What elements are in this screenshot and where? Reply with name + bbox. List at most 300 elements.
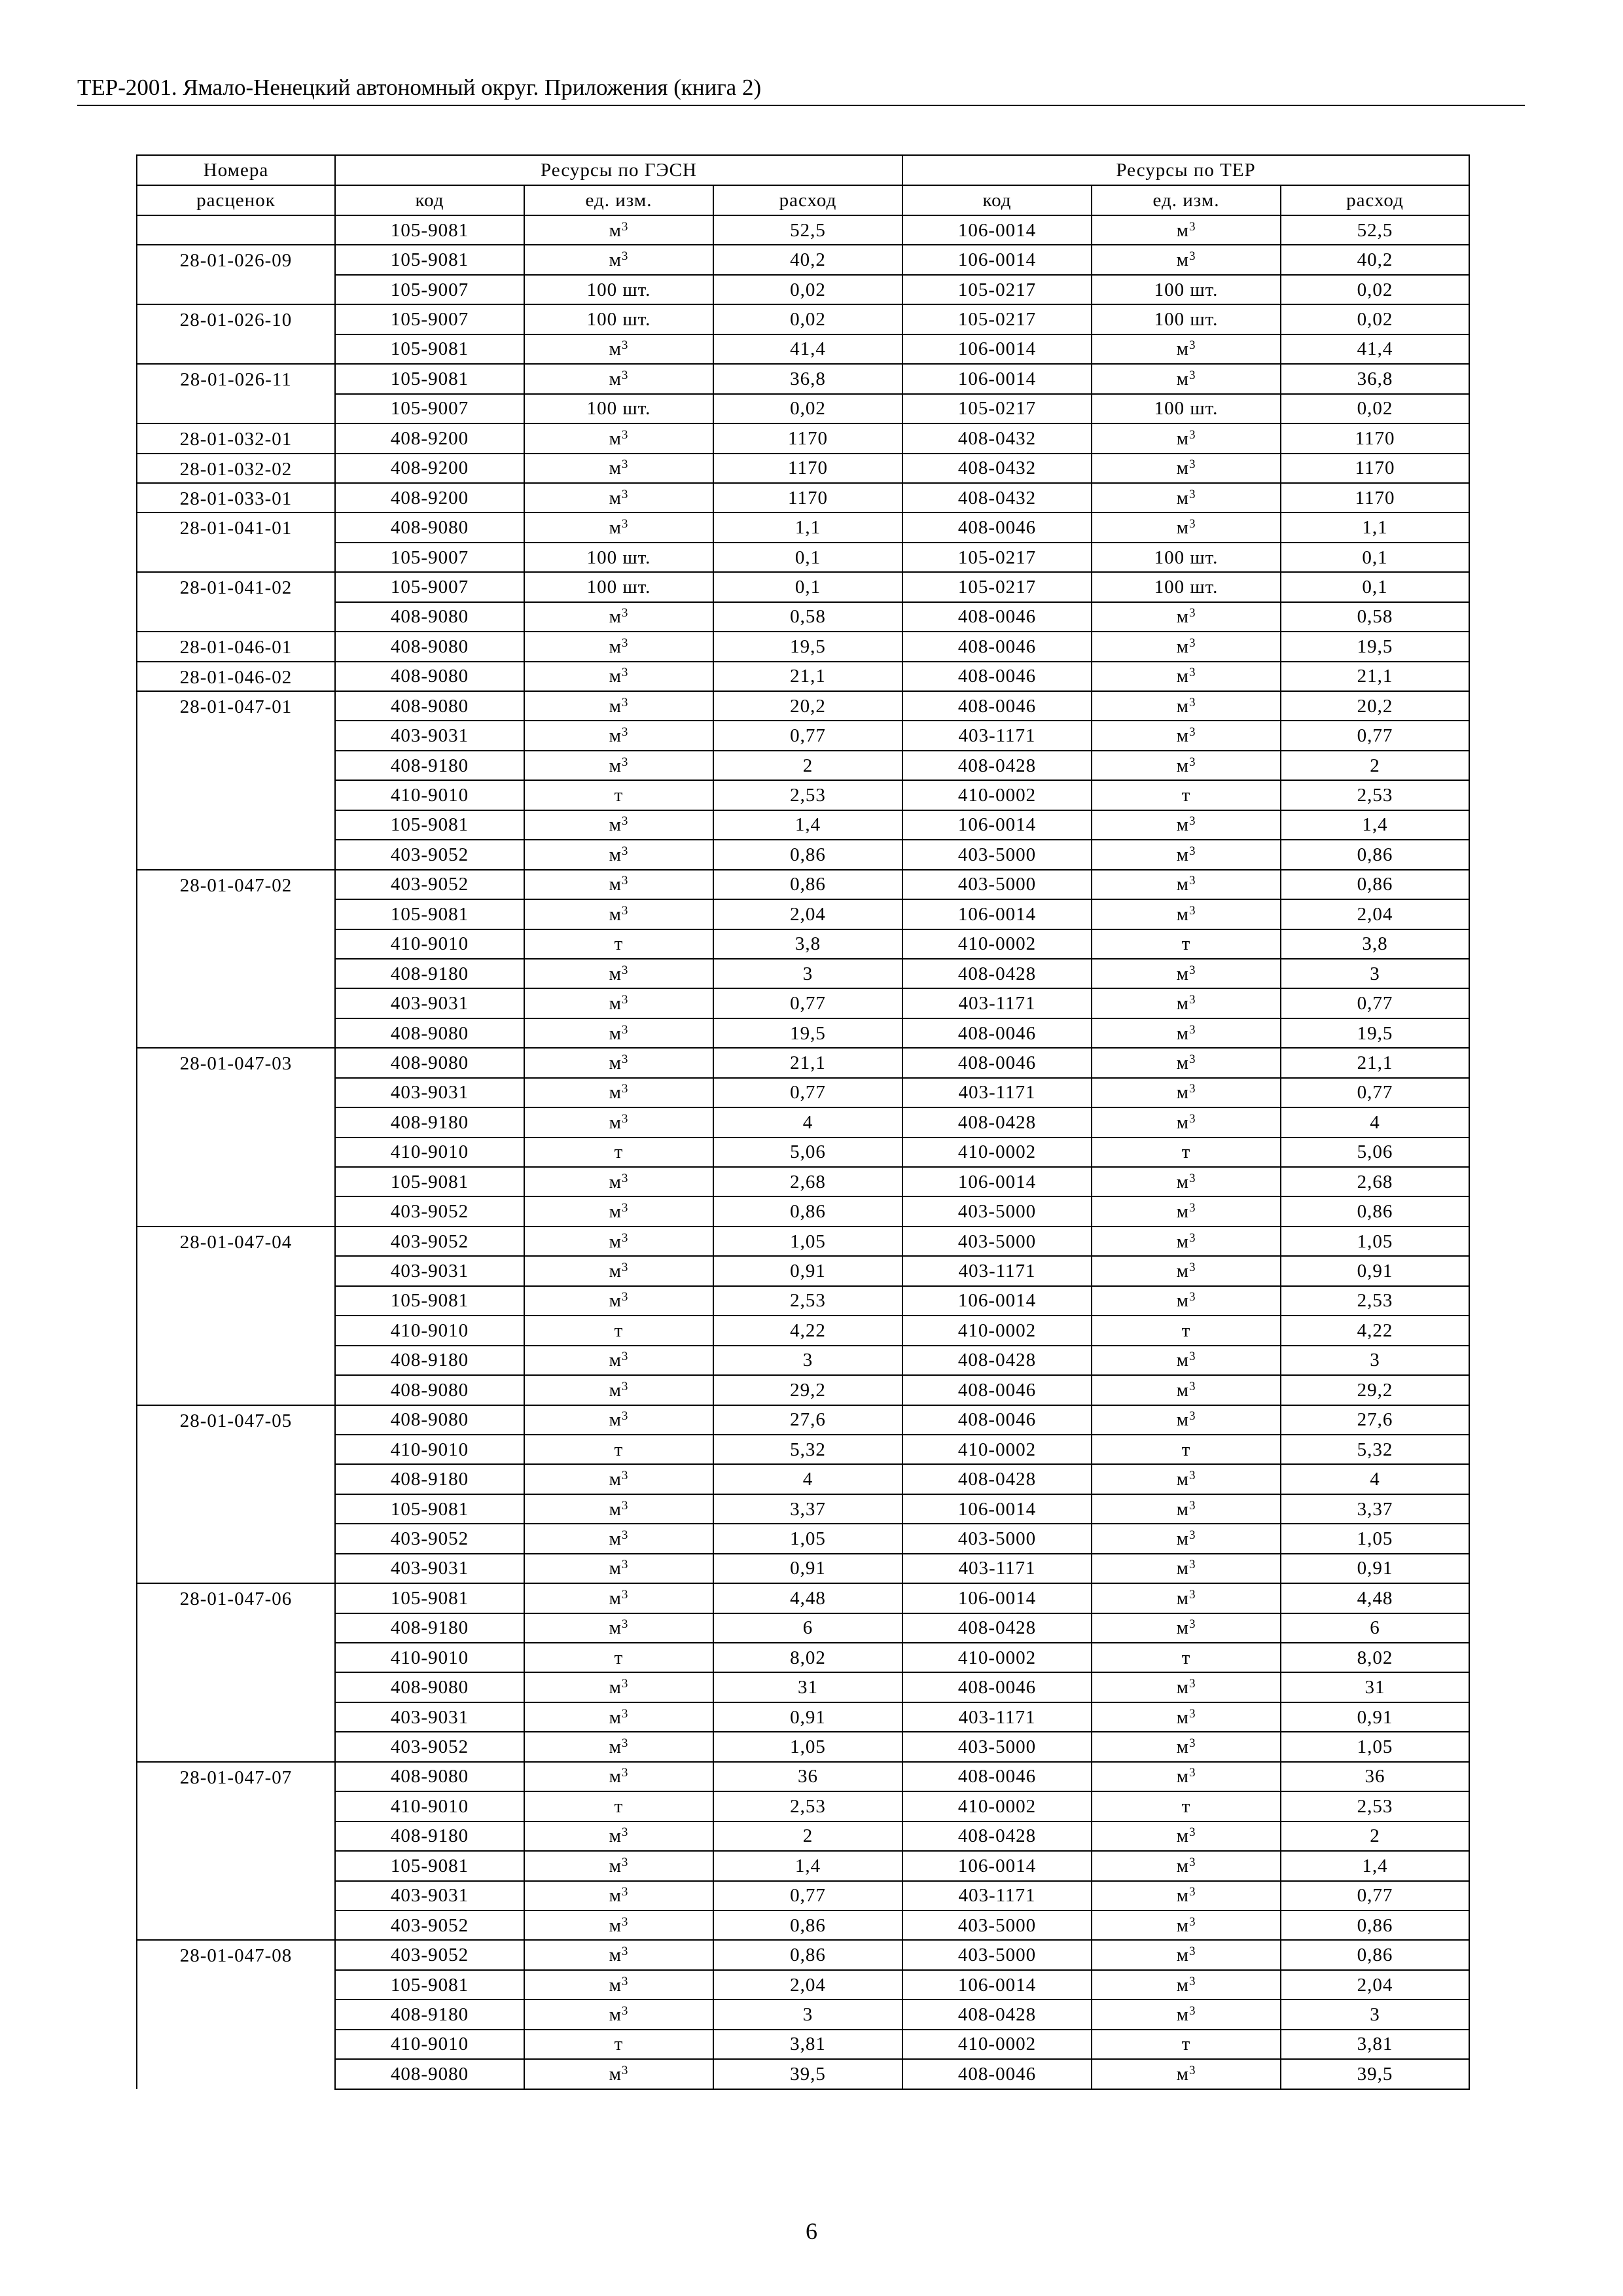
gesn-consumption-cell: 39,5 (713, 2059, 902, 2089)
gesn-consumption-cell: 0,91 (713, 1256, 902, 1285)
rate-number-cell: 28-01-026-10 (137, 304, 335, 334)
ter-code-cell: 106-0014 (902, 810, 1092, 840)
gesn-unit-cell: $м^3$ (524, 334, 713, 364)
table-row (137, 1791, 1469, 1821)
gesn-consumption-cell: 27,6 (713, 1405, 902, 1435)
gesn-unit-cell: $м^3$ (524, 840, 713, 869)
table-row (137, 988, 1469, 1018)
ter-unit-cell: 100 шт. (1092, 394, 1281, 423)
ter-unit-cell: $м^3$ (1092, 512, 1281, 542)
ter-consumption-cell: 3,37 (1281, 1494, 1469, 1524)
table-row (137, 364, 1469, 393)
gesn-code-cell: 403-9031 (335, 1256, 524, 1285)
ter-unit-cell: $м^3$ (1092, 1970, 1281, 2000)
table-row (137, 899, 1469, 929)
gesn-code-cell: 408-9180 (335, 1346, 524, 1375)
gesn-unit-cell: $м^3$ (524, 1910, 713, 1940)
ter-consumption-cell: 4,22 (1281, 1316, 1469, 1345)
subheader-gesn-unit: ед. изм. (524, 185, 713, 215)
gesn-unit-cell: $м^3$ (524, 1554, 713, 1583)
ter-code-cell: 408-0432 (902, 483, 1092, 512)
gesn-code-cell: 408-9180 (335, 1464, 524, 1494)
ter-unit-cell: $м^3$ (1092, 602, 1281, 632)
ter-code-cell: 408-0046 (902, 1762, 1092, 1791)
gesn-code-cell: 105-9081 (335, 1970, 524, 2000)
table-row (137, 1494, 1469, 1524)
ter-unit-cell: 100 шт. (1092, 275, 1281, 304)
ter-consumption-cell: 40,2 (1281, 245, 1469, 274)
ter-code-cell: 403-5000 (902, 870, 1092, 899)
ter-unit-cell: $м^3$ (1092, 1048, 1281, 1077)
gesn-code-cell: 105-9081 (335, 364, 524, 393)
ter-code-cell: 403-1171 (902, 721, 1092, 750)
rate-number-cell: 28-01-047-04 (137, 1227, 335, 1256)
table-row (137, 929, 1469, 959)
table-row (137, 423, 1469, 453)
gesn-consumption-cell: 3 (713, 2000, 902, 2029)
gesn-unit-cell: $м^3$ (524, 1524, 713, 1553)
ter-consumption-cell: 0,86 (1281, 1196, 1469, 1226)
ter-unit-cell: $м^3$ (1092, 662, 1281, 691)
gesn-unit-cell: $м^3$ (524, 721, 713, 750)
gesn-code-cell: 408-9080 (335, 512, 524, 542)
ter-consumption-cell: 1,4 (1281, 810, 1469, 840)
ter-consumption-cell: 0,77 (1281, 1881, 1469, 1910)
gesn-code-cell: 410-9010 (335, 929, 524, 959)
ter-unit-cell: $м^3$ (1092, 1524, 1281, 1553)
ter-code-cell: 408-0046 (902, 1048, 1092, 1077)
table-row (137, 751, 1469, 780)
gesn-unit-cell: т (524, 1791, 713, 1821)
gesn-consumption-cell: 0,91 (713, 1702, 902, 1732)
header-rule (77, 105, 1525, 106)
rate-number-cell (137, 1138, 335, 1167)
ter-code-cell: 408-0046 (902, 1672, 1092, 1702)
gesn-consumption-cell: 4,22 (713, 1316, 902, 1345)
gesn-unit-cell: $м^3$ (524, 1881, 713, 1910)
gesn-code-cell: 403-9052 (335, 1227, 524, 1256)
ter-code-cell: 408-0428 (902, 959, 1092, 988)
rate-number-cell: 28-01-026-11 (137, 364, 335, 393)
table-row (137, 1405, 1469, 1435)
ter-consumption-cell: 4,48 (1281, 1583, 1469, 1613)
table-row (137, 840, 1469, 869)
ter-consumption-cell: 2,68 (1281, 1167, 1469, 1196)
gesn-unit-cell: $м^3$ (524, 1346, 713, 1375)
ter-consumption-cell: 0,86 (1281, 1910, 1469, 1940)
ter-consumption-cell: 4 (1281, 1464, 1469, 1494)
gesn-consumption-cell: 52,5 (713, 215, 902, 245)
rate-number-cell (137, 1881, 335, 1910)
ter-unit-cell: $м^3$ (1092, 1732, 1281, 1761)
ter-consumption-cell: 1,05 (1281, 1227, 1469, 1256)
gesn-code-cell: 105-9007 (335, 543, 524, 572)
gesn-unit-cell: 100 шт. (524, 572, 713, 601)
gesn-code-cell: 408-9080 (335, 662, 524, 691)
ter-unit-cell: $м^3$ (1092, 870, 1281, 899)
table-row (137, 1702, 1469, 1732)
gesn-consumption-cell: 19,5 (713, 632, 902, 661)
gesn-unit-cell: $м^3$ (524, 1762, 713, 1791)
gesn-unit-cell: $м^3$ (524, 870, 713, 899)
gesn-unit-cell: $м^3$ (524, 1583, 713, 1613)
ter-consumption-cell: 2,53 (1281, 1791, 1469, 1821)
gesn-code-cell: 408-9180 (335, 751, 524, 780)
rate-number-cell (137, 1613, 335, 1643)
gesn-unit-cell: т (524, 780, 713, 810)
ter-consumption-cell: 0,91 (1281, 1702, 1469, 1732)
gesn-code-cell: 105-9081 (335, 899, 524, 929)
table-row (137, 632, 1469, 661)
gesn-unit-cell: $м^3$ (524, 1227, 713, 1256)
gesn-unit-cell: $м^3$ (524, 810, 713, 840)
ter-consumption-cell: 3 (1281, 2000, 1469, 2029)
ter-code-cell: 403-1171 (902, 988, 1092, 1018)
ter-unit-cell: $м^3$ (1092, 1821, 1281, 1851)
rate-number-cell (137, 1375, 335, 1405)
gesn-unit-cell: $м^3$ (524, 483, 713, 512)
gesn-consumption-cell: 3,37 (713, 1494, 902, 1524)
rate-number-cell (137, 2030, 335, 2059)
gesn-code-cell: 408-9180 (335, 2000, 524, 2029)
ter-consumption-cell: 0,1 (1281, 543, 1469, 572)
ter-consumption-cell: 1170 (1281, 454, 1469, 483)
gesn-unit-cell: $м^3$ (524, 1405, 713, 1435)
ter-unit-cell: $м^3$ (1092, 899, 1281, 929)
gesn-consumption-cell: 0,91 (713, 1554, 902, 1583)
gesn-code-cell: 105-9081 (335, 334, 524, 364)
gesn-consumption-cell: 0,86 (713, 1940, 902, 1969)
gesn-unit-cell: 100 шт. (524, 275, 713, 304)
gesn-code-cell: 105-9081 (335, 245, 524, 274)
rate-number-cell (137, 1107, 335, 1137)
gesn-code-cell: 408-9080 (335, 2059, 524, 2089)
gesn-unit-cell: $м^3$ (524, 1494, 713, 1524)
gesn-consumption-cell: 0,77 (713, 1881, 902, 1910)
ter-code-cell: 410-0002 (902, 929, 1092, 959)
ter-consumption-cell: 5,32 (1281, 1435, 1469, 1464)
ter-unit-cell: $м^3$ (1092, 1762, 1281, 1791)
table-row (137, 1970, 1469, 2000)
ter-unit-cell: $м^3$ (1092, 988, 1281, 1018)
ter-unit-cell: $м^3$ (1092, 959, 1281, 988)
table-row (137, 1583, 1469, 1613)
ter-unit-cell: $м^3$ (1092, 1167, 1281, 1196)
gesn-code-cell: 403-9031 (335, 1078, 524, 1107)
gesn-consumption-cell: 8,02 (713, 1643, 902, 1672)
gesn-unit-cell: 100 шт. (524, 394, 713, 423)
rate-number-cell: 28-01-047-06 (137, 1583, 335, 1613)
ter-unit-cell: $м^3$ (1092, 721, 1281, 750)
rate-number-cell: 28-01-047-02 (137, 870, 335, 899)
ter-consumption-cell: 6 (1281, 1613, 1469, 1643)
rate-number-cell: 28-01-047-08 (137, 1940, 335, 1969)
gesn-consumption-cell: 1170 (713, 483, 902, 512)
gesn-unit-cell: $м^3$ (524, 1851, 713, 1880)
table-row (137, 1464, 1469, 1494)
gesn-consumption-cell: 0,77 (713, 1078, 902, 1107)
ter-code-cell: 408-0432 (902, 454, 1092, 483)
ter-code-cell: 408-0046 (902, 691, 1092, 721)
gesn-consumption-cell: 36 (713, 1762, 902, 1791)
gesn-unit-cell: $м^3$ (524, 988, 713, 1018)
gesn-unit-cell: $м^3$ (524, 1048, 713, 1077)
gesn-code-cell: 403-9052 (335, 840, 524, 869)
ter-unit-cell: $м^3$ (1092, 840, 1281, 869)
ter-unit-cell: т (1092, 1316, 1281, 1345)
gesn-consumption-cell: 0,86 (713, 840, 902, 869)
rate-number-cell: 28-01-032-02 (137, 454, 335, 483)
gesn-code-cell: 403-9052 (335, 1196, 524, 1226)
ter-code-cell: 106-0014 (902, 1286, 1092, 1316)
table-row (137, 2000, 1469, 2029)
gesn-code-cell: 105-9007 (335, 394, 524, 423)
gesn-code-cell: 105-9007 (335, 275, 524, 304)
ter-code-cell: 105-0217 (902, 543, 1092, 572)
ter-consumption-cell: 3 (1281, 959, 1469, 988)
ter-consumption-cell: 1,1 (1281, 512, 1469, 542)
ter-consumption-cell: 0,77 (1281, 1078, 1469, 1107)
header-rate-numbers-line2: расценок (137, 185, 335, 215)
ter-consumption-cell: 0,86 (1281, 1940, 1469, 1969)
resources-table (136, 154, 1470, 2090)
ter-unit-cell: $м^3$ (1092, 1405, 1281, 1435)
rate-number-cell (137, 215, 335, 245)
gesn-consumption-cell: 0,86 (713, 1196, 902, 1226)
rate-number-cell (137, 1435, 335, 1464)
rate-number-cell (137, 1464, 335, 1494)
ter-code-cell: 403-1171 (902, 1256, 1092, 1285)
gesn-unit-cell: $м^3$ (524, 1464, 713, 1494)
gesn-consumption-cell: 0,1 (713, 572, 902, 601)
ter-consumption-cell: 3 (1281, 1346, 1469, 1375)
ter-code-cell: 105-0217 (902, 572, 1092, 601)
table-row (137, 1256, 1469, 1285)
ter-unit-cell: $м^3$ (1092, 1196, 1281, 1226)
gesn-consumption-cell: 2,04 (713, 899, 902, 929)
ter-unit-cell: $м^3$ (1092, 810, 1281, 840)
ter-code-cell: 410-0002 (902, 2030, 1092, 2059)
gesn-consumption-cell: 1,05 (713, 1227, 902, 1256)
gesn-consumption-cell: 1170 (713, 454, 902, 483)
table-row (137, 512, 1469, 542)
rate-number-cell (137, 1167, 335, 1196)
ter-unit-cell: 100 шт. (1092, 572, 1281, 601)
ter-unit-cell: $м^3$ (1092, 1375, 1281, 1405)
ter-code-cell: 403-1171 (902, 1078, 1092, 1107)
rate-number-cell (137, 1970, 335, 2000)
table-row (137, 1107, 1469, 1137)
rate-number-cell (137, 2000, 335, 2029)
ter-code-cell: 408-0046 (902, 512, 1092, 542)
gesn-consumption-cell: 0,86 (713, 1910, 902, 1940)
gesn-consumption-cell: 31 (713, 1672, 902, 1702)
table-row (137, 721, 1469, 750)
rate-number-cell (137, 988, 335, 1018)
ter-unit-cell: т (1092, 1791, 1281, 1821)
ter-consumption-cell: 0,58 (1281, 602, 1469, 632)
ter-unit-cell: $м^3$ (1092, 2059, 1281, 2089)
table-row (137, 543, 1469, 572)
table-row (137, 1167, 1469, 1196)
gesn-unit-cell: $м^3$ (524, 662, 713, 691)
gesn-unit-cell: $м^3$ (524, 632, 713, 661)
table-row (137, 1732, 1469, 1761)
gesn-consumption-cell: 2,53 (713, 1791, 902, 1821)
ter-unit-cell: т (1092, 1643, 1281, 1672)
ter-unit-cell: $м^3$ (1092, 1554, 1281, 1583)
ter-consumption-cell: 0,77 (1281, 721, 1469, 750)
gesn-consumption-cell: 29,2 (713, 1375, 902, 1405)
gesn-consumption-cell: 0,77 (713, 988, 902, 1018)
gesn-consumption-cell: 4 (713, 1464, 902, 1494)
gesn-consumption-cell: 21,1 (713, 1048, 902, 1077)
gesn-code-cell: 410-9010 (335, 1791, 524, 1821)
rate-number-cell: 28-01-047-05 (137, 1405, 335, 1435)
table-row (137, 245, 1469, 274)
rate-number-cell (137, 959, 335, 988)
gesn-code-cell: 105-9081 (335, 810, 524, 840)
ter-code-cell: 410-0002 (902, 1791, 1092, 1821)
header-rate-numbers: Номера (137, 155, 335, 185)
table-row (137, 483, 1469, 512)
ter-code-cell: 403-1171 (902, 1702, 1092, 1732)
gesn-unit-cell: т (524, 1316, 713, 1345)
ter-consumption-cell: 0,86 (1281, 840, 1469, 869)
gesn-unit-cell: т (524, 1138, 713, 1167)
ter-unit-cell: $м^3$ (1092, 1613, 1281, 1643)
gesn-code-cell: 408-9200 (335, 483, 524, 512)
gesn-code-cell: 105-9007 (335, 304, 524, 334)
ter-unit-cell: $м^3$ (1092, 1346, 1281, 1375)
header-gesn-resources: Ресурсы по ГЭСН (335, 155, 902, 185)
ter-consumption-cell: 36,8 (1281, 364, 1469, 393)
table-row (137, 1613, 1469, 1643)
gesn-code-cell: 403-9052 (335, 1732, 524, 1761)
ter-code-cell: 408-0428 (902, 2000, 1092, 2029)
subheader-gesn-code: код (335, 185, 524, 215)
ter-unit-cell: т (1092, 780, 1281, 810)
table-row (137, 1643, 1469, 1672)
subheader-ter-consumption: расход (1281, 185, 1469, 215)
rate-number-cell (137, 810, 335, 840)
gesn-unit-cell: $м^3$ (524, 423, 713, 453)
ter-unit-cell: 100 шт. (1092, 543, 1281, 572)
rate-number-cell: 28-01-047-07 (137, 1762, 335, 1791)
ter-code-cell: 410-0002 (902, 1316, 1092, 1345)
rate-number-cell (137, 721, 335, 750)
gesn-consumption-cell: 5,06 (713, 1138, 902, 1167)
gesn-unit-cell: $м^3$ (524, 1286, 713, 1316)
ter-code-cell: 106-0014 (902, 1970, 1092, 2000)
ter-consumption-cell: 2 (1281, 1821, 1469, 1851)
ter-consumption-cell: 0,86 (1281, 870, 1469, 899)
gesn-code-cell: 105-9081 (335, 1286, 524, 1316)
ter-unit-cell: $м^3$ (1092, 1672, 1281, 1702)
table-row (137, 1554, 1469, 1583)
gesn-unit-cell: т (524, 929, 713, 959)
table-row (137, 1196, 1469, 1226)
ter-code-cell: 403-5000 (902, 1940, 1092, 1969)
gesn-consumption-cell: 3,81 (713, 2030, 902, 2059)
gesn-code-cell: 403-9052 (335, 1524, 524, 1553)
gesn-code-cell: 410-9010 (335, 1435, 524, 1464)
ter-unit-cell: $м^3$ (1092, 1910, 1281, 1940)
gesn-code-cell: 408-9200 (335, 423, 524, 453)
page-header-title: ТЕР-2001. Ямало-Ненецкий автономный округ. Приложения (книга 2) (77, 75, 762, 100)
gesn-code-cell: 403-9031 (335, 1881, 524, 1910)
rate-number-cell (137, 334, 335, 364)
table-row (137, 454, 1469, 483)
rate-number-cell (137, 1286, 335, 1316)
gesn-unit-cell: $м^3$ (524, 1167, 713, 1196)
rate-number-cell (137, 1910, 335, 1940)
gesn-code-cell: 105-9081 (335, 1583, 524, 1613)
ter-consumption-cell: 1170 (1281, 483, 1469, 512)
rate-number-cell (137, 929, 335, 959)
ter-consumption-cell: 3,8 (1281, 929, 1469, 959)
ter-consumption-cell: 0,02 (1281, 394, 1469, 423)
gesn-consumption-cell: 0,77 (713, 721, 902, 750)
ter-code-cell: 408-0046 (902, 1018, 1092, 1048)
gesn-unit-cell: т (524, 2030, 713, 2059)
table-row (137, 1910, 1469, 1940)
rate-number-cell: 28-01-041-02 (137, 572, 335, 601)
ter-code-cell: 106-0014 (902, 1494, 1092, 1524)
ter-unit-cell: $м^3$ (1092, 1851, 1281, 1880)
gesn-unit-cell: $м^3$ (524, 1196, 713, 1226)
gesn-consumption-cell: 3,8 (713, 929, 902, 959)
ter-code-cell: 106-0014 (902, 245, 1092, 274)
table-row (137, 1435, 1469, 1464)
ter-unit-cell: 100 шт. (1092, 304, 1281, 334)
ter-code-cell: 403-1171 (902, 1881, 1092, 1910)
gesn-consumption-cell: 6 (713, 1613, 902, 1643)
ter-unit-cell: $м^3$ (1092, 1227, 1281, 1256)
table-row (137, 780, 1469, 810)
rate-number-cell (137, 1702, 335, 1732)
table-row (137, 810, 1469, 840)
ter-consumption-cell: 36 (1281, 1762, 1469, 1791)
table-row (137, 1672, 1469, 1702)
ter-code-cell: 408-0428 (902, 1613, 1092, 1643)
gesn-consumption-cell: 3 (713, 959, 902, 988)
ter-unit-cell: $м^3$ (1092, 1494, 1281, 1524)
gesn-consumption-cell: 0,02 (713, 394, 902, 423)
gesn-unit-cell: 100 шт. (524, 304, 713, 334)
ter-consumption-cell: 0,02 (1281, 275, 1469, 304)
page-number: 6 (806, 2218, 817, 2244)
rate-number-cell (137, 1346, 335, 1375)
table-row (137, 1762, 1469, 1791)
ter-unit-cell: $м^3$ (1092, 334, 1281, 364)
gesn-code-cell: 408-9080 (335, 1375, 524, 1405)
rate-number-cell (137, 1196, 335, 1226)
ter-code-cell: 408-0428 (902, 1464, 1092, 1494)
ter-consumption-cell: 0,02 (1281, 304, 1469, 334)
rate-number-cell (137, 1732, 335, 1761)
gesn-unit-cell: $м^3$ (524, 1613, 713, 1643)
gesn-unit-cell: $м^3$ (524, 1018, 713, 1048)
ter-unit-cell: $м^3$ (1092, 215, 1281, 245)
ter-code-cell: 408-0046 (902, 602, 1092, 632)
ter-unit-cell: $м^3$ (1092, 1940, 1281, 1969)
gesn-consumption-cell: 5,32 (713, 1435, 902, 1464)
table-row (137, 662, 1469, 691)
rate-number-cell (137, 602, 335, 632)
ter-unit-cell: $м^3$ (1092, 1256, 1281, 1285)
gesn-code-cell: 410-9010 (335, 2030, 524, 2059)
